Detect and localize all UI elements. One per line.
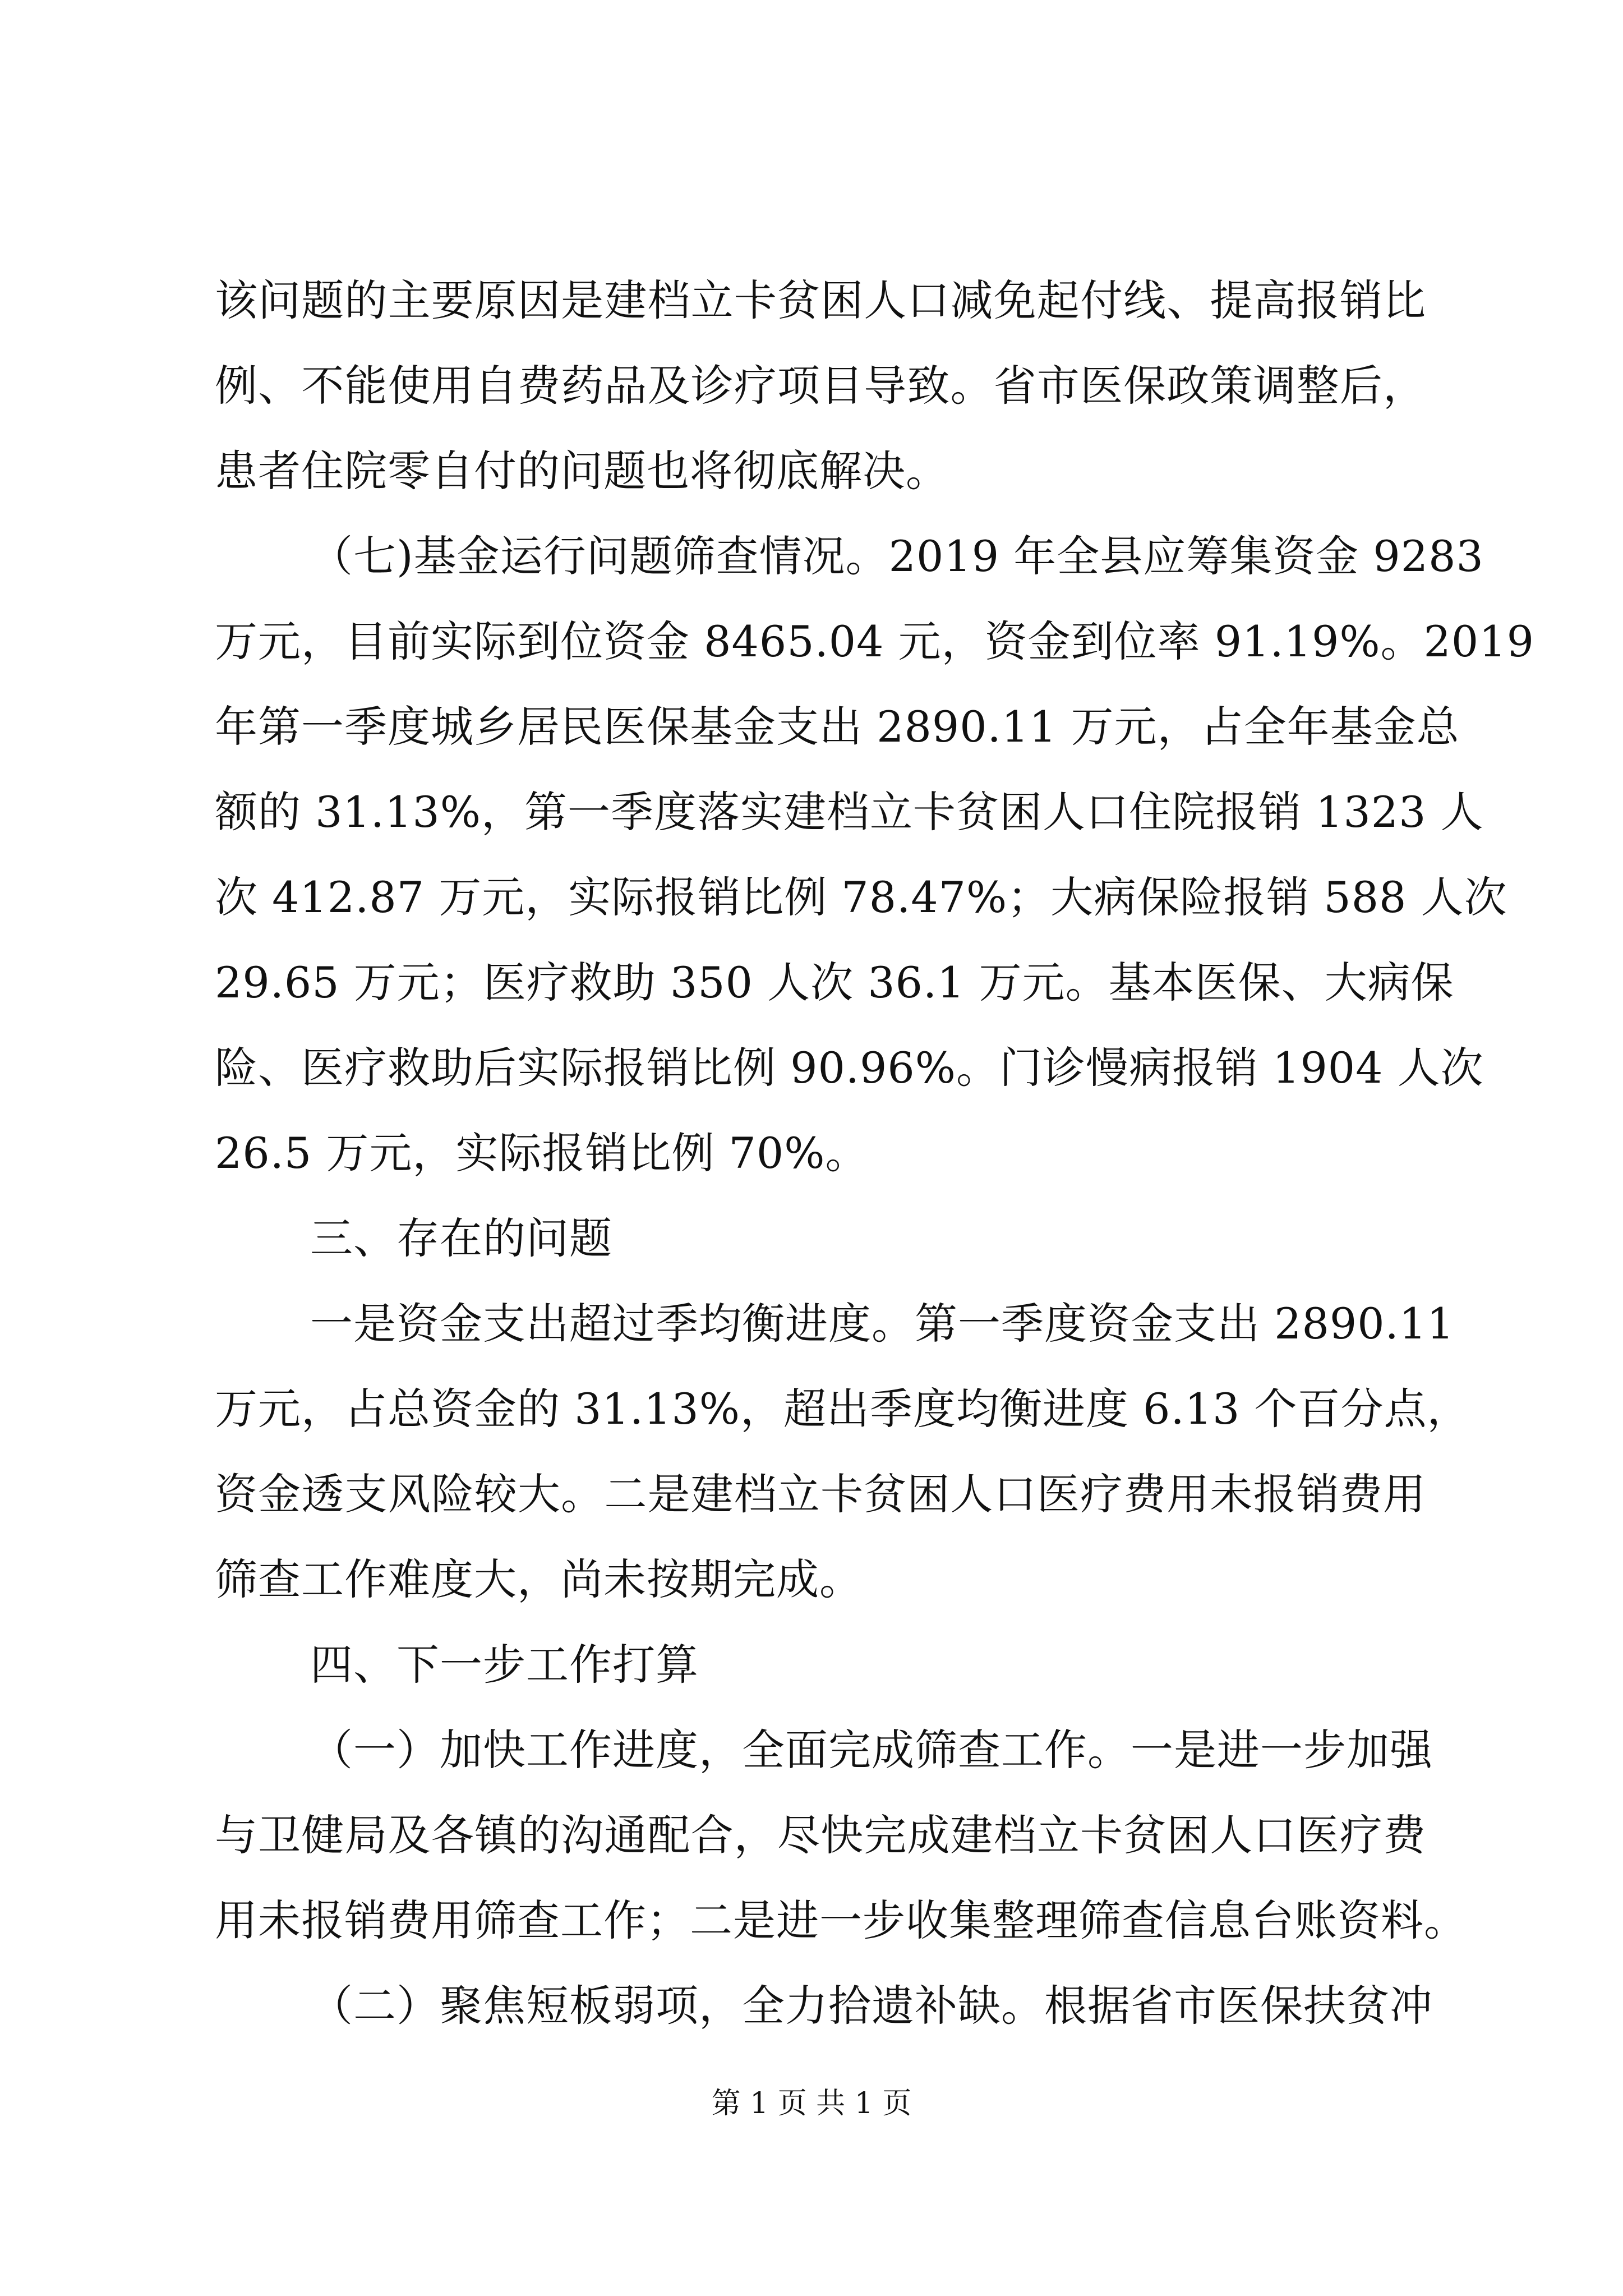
text-line: 26.5 万元，实际报销比例 70%。	[215, 1128, 869, 1178]
text-line: 次 412.87 万元，实际报销比例 78.47%；大病保险报销 588 人次	[215, 872, 1507, 922]
paragraph-start-line: （七)基金运行问题筛查情况。2019 年全县应筹集资金 9283	[310, 531, 1484, 581]
text-line: 与卫健局及各镇的沟通配合，尽快完成建档立卡贫困人口医疗费	[215, 1810, 1426, 1860]
text-line: 例、不能使用自费药品及诊疗项目导致。省市医保政策调整后，	[215, 361, 1426, 411]
text-line: 年第一季度城乡居民医保基金支出 2890.11 万元，占全年基金总	[215, 702, 1460, 752]
paragraph-start-line: 一是资金支出超过季均衡进度。第一季度资金支出 2890.11	[310, 1299, 1455, 1349]
document-body	[215, 258, 1534, 2049]
text-line: 该问题的主要原因是建档立卡贫困人口减免起付线、提高报销比	[215, 275, 1426, 325]
text-line: 额的 31.13%，第一季度落实建档立卡贫困人口住院报销 1323 人	[215, 787, 1484, 837]
text-line: 万元，目前实际到位资金 8465.04 元，资金到位率 91.19%。2019	[215, 616, 1534, 666]
text-line: 筛查工作难度大，尚未按期完成。	[215, 1554, 863, 1604]
paragraph-start-line: （二）聚焦短板弱项，全力拾遗补缺。根据省市医保扶贫冲	[310, 1981, 1433, 2031]
section-heading: 三、存在的问题	[310, 1213, 612, 1263]
text-line: 29.65 万元；医疗救助 350 人次 36.1 万元。基本医保、大病保	[215, 958, 1454, 1007]
page-number-footer: 第 1 页 共 1 页	[711, 2087, 912, 2120]
text-line: 用未报销费用筛查工作；二是进一步收集整理筛查信息台账资料。	[215, 1895, 1467, 1945]
text-line: 资金透支风险较大。二是建档立卡贫困人口医疗费用未报销费用	[215, 1469, 1426, 1519]
text-line: 患者住院零自付的问题也将彻底解决。	[215, 446, 949, 496]
section-heading: 四、下一步工作打算	[310, 1640, 699, 1690]
text-line: 险、医疗救助后实际报销比例 90.96%。门诊慢病报销 1904 人次	[215, 1043, 1484, 1093]
text-line: 万元，占总资金的 31.13%，超出季度均衡进度 6.13 个百分点，	[215, 1384, 1470, 1434]
paragraph-start-line: （一）加快工作进度，全面完成筛查工作。一是进一步加强	[310, 1725, 1433, 1775]
